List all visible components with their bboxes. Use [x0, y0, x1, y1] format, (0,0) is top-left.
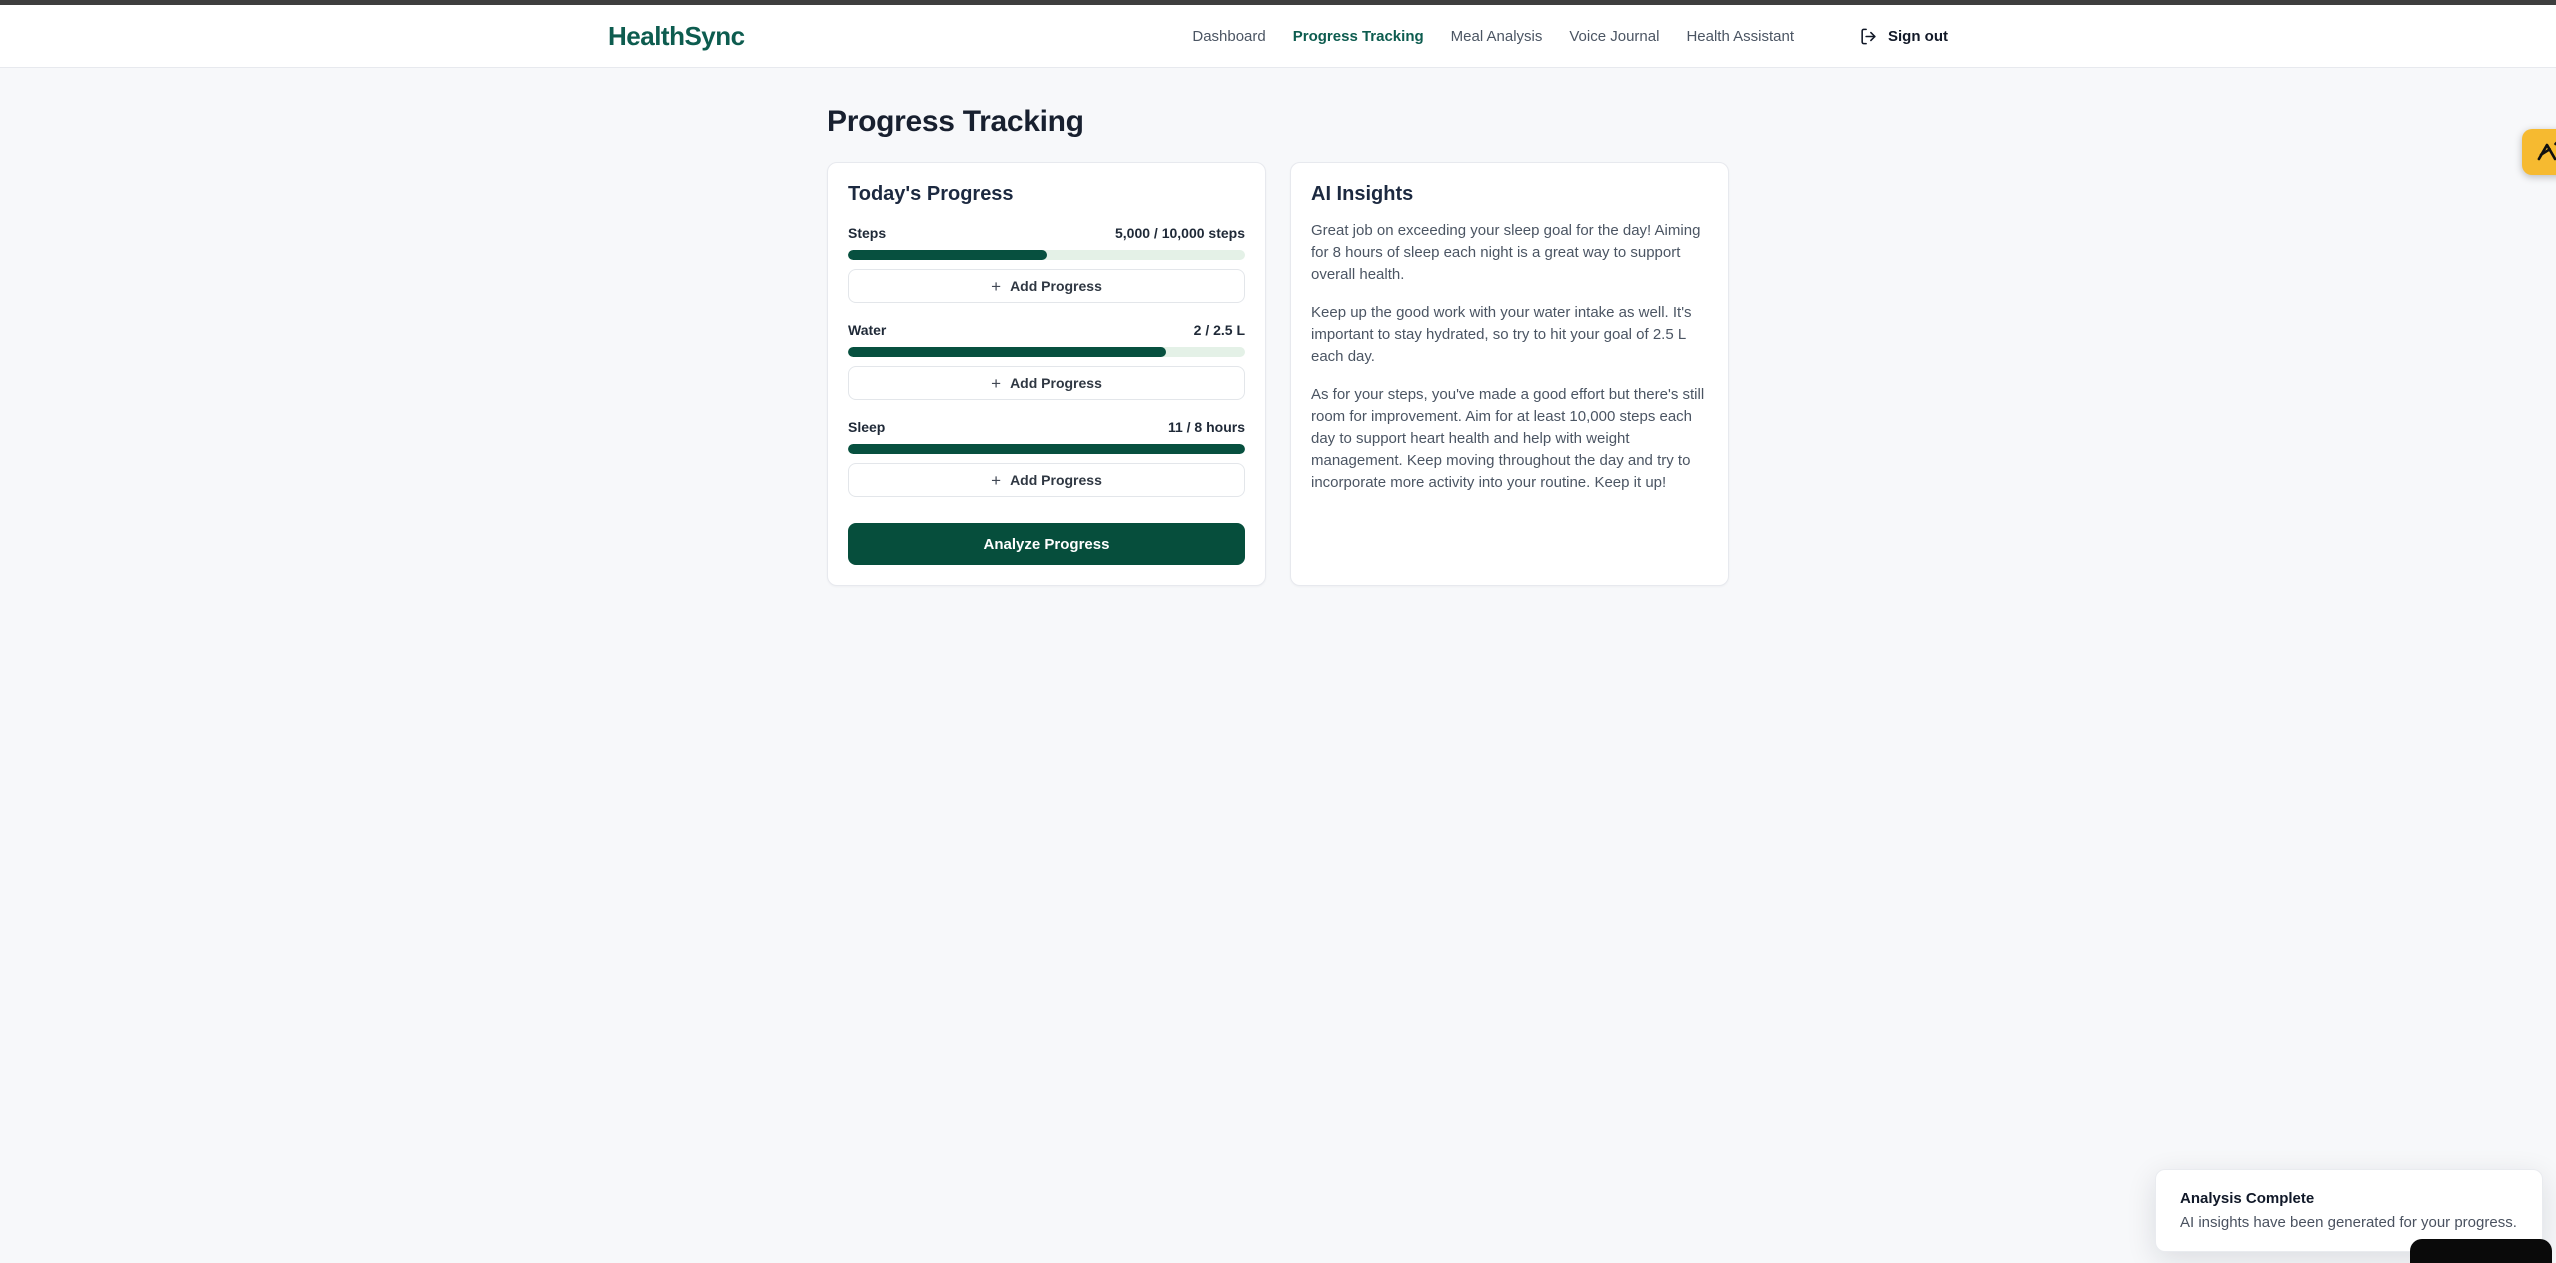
metric-steps-value: 5,000 / 10,000 steps [1115, 225, 1245, 241]
main-nav [1192, 27, 1948, 46]
insight-paragraph-water: Keep up the good work with your water intake as well. It's important to stay hydrated, so try to hit your goal of 2.5 L each day. [1311, 304, 1692, 365]
sleep-progress-fill [848, 444, 1245, 454]
nav-item-dashboard[interactable]: Dashboard [1192, 27, 1266, 45]
analyze-progress-button[interactable]: Analyze Progress [848, 523, 1245, 565]
metric-water-value: 2 / 2.5 L [1193, 322, 1245, 338]
metric-sleep [848, 419, 1245, 497]
add-steps-progress-button[interactable] [848, 269, 1245, 303]
steps-progress-fill [848, 250, 1047, 260]
lambda-logo-icon [2534, 139, 2556, 165]
metric-water-label: Water [848, 322, 887, 338]
insight-paragraph-sleep: Great job on exceeding your sleep goal for the day! Aiming for 8 hours of sleep each night is a great way to support overall health. [1311, 222, 1701, 283]
nav-item-meal-analysis[interactable]: Meal Analysis [1450, 27, 1543, 45]
logout-icon [1859, 27, 1878, 46]
steps-progress-bar [848, 250, 1245, 260]
metric-sleep-value: 11 / 8 hours [1167, 419, 1245, 435]
metric-water [848, 322, 1245, 400]
nav-item-progress-tracking[interactable]: Progress Tracking [1292, 27, 1424, 45]
app-header [0, 5, 2556, 68]
bottom-right-badge[interactable] [2410, 1239, 2552, 1263]
page-title: Progress Tracking [827, 105, 1084, 138]
water-progress-bar [848, 347, 1245, 357]
insight-paragraph-steps: As for your steps, you've made a good effort but there's still room for improvement. Aim for at least 10,000 steps each day to support heart health and help with weight management. Keep moving throughout the day and try to incorporate more activity into your routine. Keep it up! [1311, 386, 1705, 491]
sleep-progress-bar [848, 444, 1245, 454]
plus-icon: + [991, 470, 1002, 490]
metric-sleep-label: Sleep [848, 419, 886, 435]
insights-card-title: AI Insights [1311, 183, 1414, 205]
overlay-widget-button[interactable] [2522, 129, 2556, 175]
main-content [0, 68, 2556, 586]
water-progress-fill [848, 347, 1166, 357]
toast-title: Analysis Complete [2180, 1190, 2315, 1207]
add-water-progress-button[interactable] [848, 366, 1245, 400]
ai-insights-card [1290, 162, 1729, 586]
plus-icon: + [991, 276, 1002, 296]
todays-progress-card [827, 162, 1266, 586]
brand-logo[interactable]: HealthSync [608, 20, 745, 51]
sign-out-button[interactable] [1859, 27, 1948, 46]
nav-item-voice-journal[interactable]: Voice Journal [1569, 27, 1660, 45]
progress-card-title: Today's Progress [848, 183, 1014, 205]
metric-steps [848, 225, 1245, 303]
add-sleep-label: Add Progress [1010, 472, 1102, 488]
plus-icon: + [991, 373, 1002, 393]
add-steps-label: Add Progress [1010, 278, 1102, 294]
metric-steps-label: Steps [848, 225, 887, 241]
add-water-label: Add Progress [1010, 375, 1102, 391]
nav-item-health-assistant[interactable]: Health Assistant [1686, 27, 1794, 45]
toast-message: AI insights have been generated for your progress. [2180, 1214, 2517, 1231]
add-sleep-progress-button[interactable] [848, 463, 1245, 497]
sign-out-label: Sign out [1888, 27, 1948, 45]
